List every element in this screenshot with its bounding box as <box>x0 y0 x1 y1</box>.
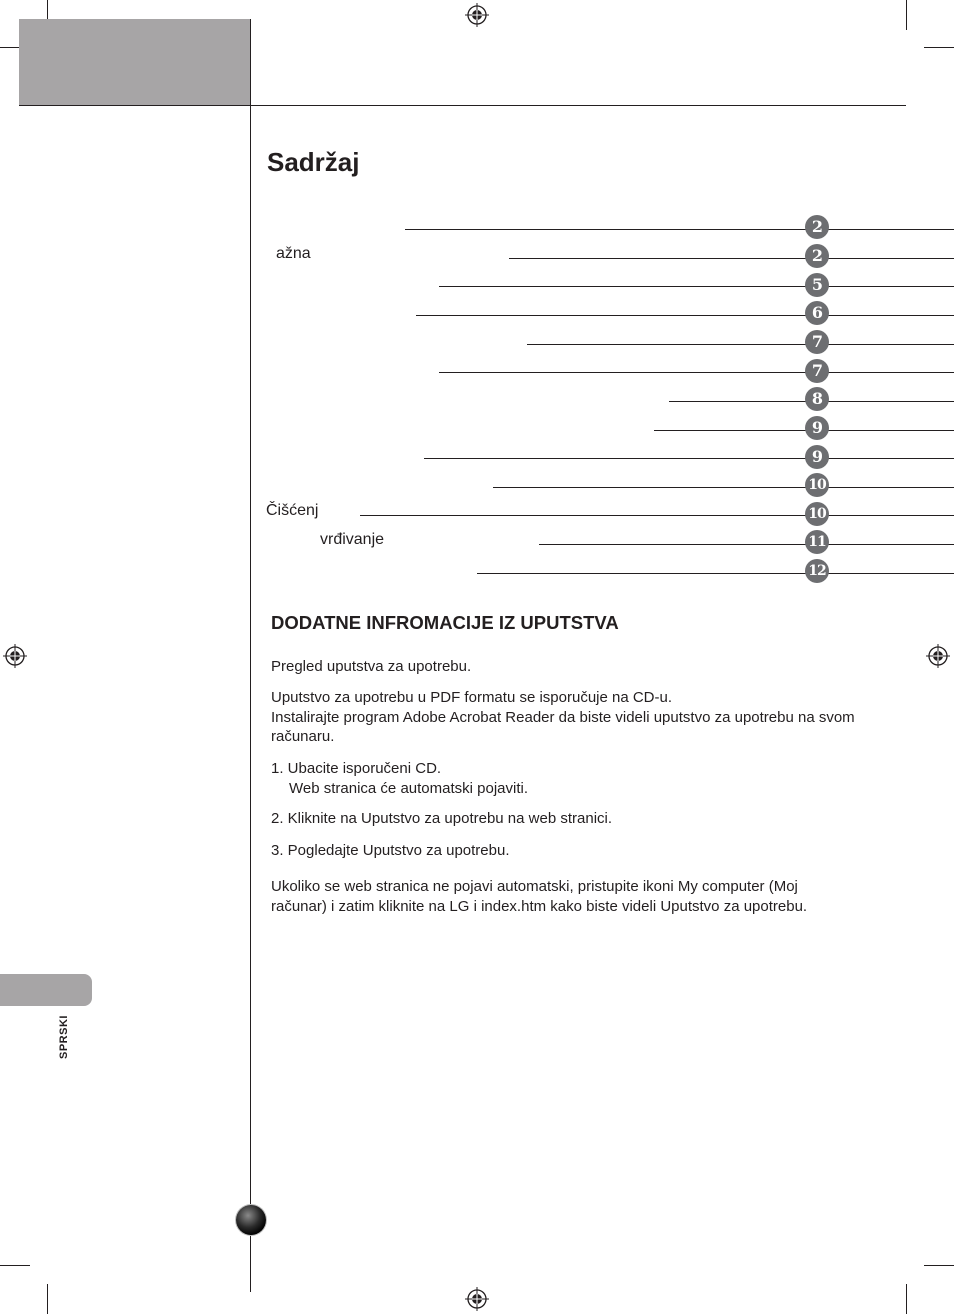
toc-page-badge: 10 <box>805 502 829 526</box>
toc-leader <box>509 258 954 259</box>
registration-mark-icon <box>3 644 27 668</box>
section-heading: DODATNE INFROMACIJE IZ UPUTSTVA <box>271 612 619 633</box>
toc-leader <box>654 430 954 431</box>
language-tab <box>0 974 92 1006</box>
toc-leader <box>424 458 954 459</box>
step-subtext: Web stranica će automatski pojaviti. <box>289 779 528 797</box>
toc-page-badge: 7 <box>805 359 829 383</box>
toc-page-badge: 2 <box>805 215 829 239</box>
registration-mark-icon <box>926 644 950 668</box>
toc-leader <box>405 229 954 230</box>
toc-page-badge: 12 <box>805 559 829 583</box>
paragraph: Pregled uputstva za upotrebu. <box>271 658 472 675</box>
paragraph-line: Instalirajte program Adobe Acrobat Reader da biste videli uputstvo za upotrebu na svom računaru. <box>271 708 855 745</box>
crop-mark <box>924 47 954 48</box>
language-label: SPRSKI <box>58 1015 70 1059</box>
toc-leader <box>477 573 954 574</box>
registration-mark-icon <box>465 3 489 27</box>
toc-leader <box>493 487 954 488</box>
paragraph: Ukoliko se web stranica ne pojavi automatski, pristupite ikoni My computer (Moj računar) i zatim kliknite na LG i index.htm kako biste videli Uputstvo za upotrebu. <box>271 878 808 915</box>
toc-page-badge: 7 <box>805 330 829 354</box>
toc-leader <box>416 315 954 316</box>
header-block <box>19 19 251 106</box>
toc-leader <box>439 286 954 287</box>
header-rule <box>19 105 906 106</box>
paragraph <box>271 688 881 747</box>
crop-mark <box>924 1265 954 1266</box>
toc-page-badge: 9 <box>805 416 829 440</box>
page-title: Sadržaj <box>267 147 360 177</box>
crop-mark <box>0 1265 30 1266</box>
paragraph-line: Uputstvo za upotrebu u PDF formatu se isporučuje na CD-u. <box>271 689 673 706</box>
toc-leader <box>527 344 954 345</box>
crop-mark <box>47 1284 48 1314</box>
toc-label: Čišćenj <box>266 502 319 519</box>
registration-mark-icon <box>465 1287 489 1311</box>
margin-rule <box>250 19 251 1292</box>
toc-page-badge: 6 <box>805 301 829 325</box>
toc-label: ažna <box>276 245 311 262</box>
crop-mark <box>906 0 907 30</box>
toc-leader <box>439 372 954 373</box>
crop-mark <box>906 1284 907 1314</box>
toc-page-badge: 8 <box>805 387 829 411</box>
toc-leader <box>360 515 954 516</box>
toc-page-badge: 9 <box>805 445 829 469</box>
toc-page-badge: 5 <box>805 273 829 297</box>
step-item <box>271 759 881 798</box>
toc-label: vrđivanje <box>320 531 385 548</box>
toc-page-badge: 2 <box>805 244 829 268</box>
step-item: 3. Pogledajte Uputstvo za upotrebu. <box>271 842 510 859</box>
step-text: 1. Ubacite isporučeni CD. <box>271 760 442 777</box>
page-number-dot-icon <box>236 1205 266 1235</box>
step-item: 2. Kliknite na Uputstvo za upotrebu na web stranici. <box>271 810 613 827</box>
toc-leader <box>539 544 954 545</box>
toc-page-badge: 11 <box>805 530 829 554</box>
toc-page-badge: 10 <box>805 473 829 497</box>
